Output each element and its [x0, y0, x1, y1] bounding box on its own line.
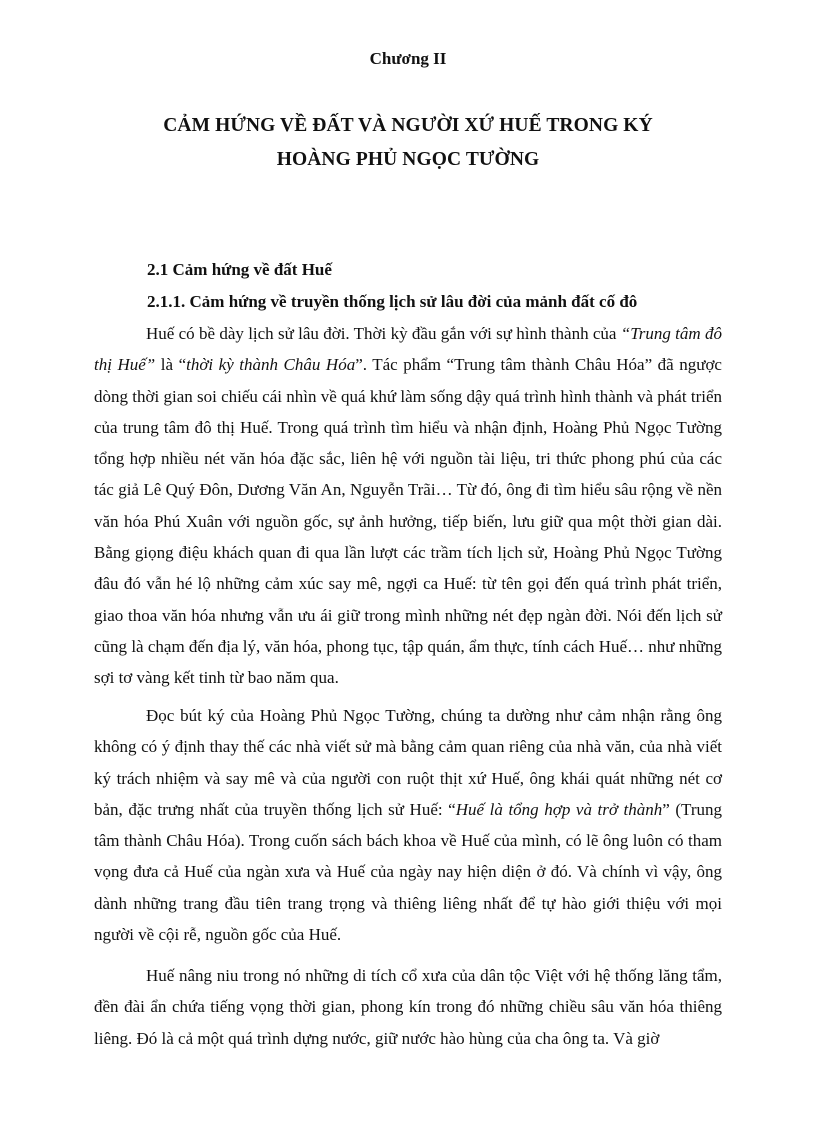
chapter-label: Chương II — [369, 49, 447, 68]
paragraph-1 — [94, 318, 722, 694]
paragraph-1-text-c: ”. Tác phẩm “Trung tâm thành Châu Hóa” đã ngược dòng thời gian soi chiếu cái nhìn về quá khứ làm sống dậy quá trình hình thành và phát triển của trung tâm đô thị Huế. Trong quá trình tìm hiểu và nhận định, Hoàng Phủ Ngọc Tường tổng hợp nhiều nét văn hóa đặc sắc, liên hệ với nguồn tài liệu, tri thức phong phú của các tác giả Lê Quý Đôn, Dương Văn An, Nguyễn Trãi… Từ đó, ông đi tìm hiểu sâu rộng về nền văn hóa Phú Xuân với nguồn gốc, sự ảnh hưởng, tiếp biến, lưu giữ qua một thời gian dài. Bằng giọng điệu khách quan đi qua lần lượt các trầm tích lịch sử, Hoàng Phủ Ngọc Tường đâu đó vẫn hé lộ những cảm xúc say mê, ngợi ca Huế: từ tên gọi đến quá trình phát triển, giao thoa văn hóa nhưng vẫn ưu ái giữ trong mình những nét đẹp ngàn đời. Nói đến lịch sử cũng là chạm đến địa lý, văn hóa, phong tục, tập quán, ẩm thực, tính cách Huế… như những sợi tơ vàng kết tinh từ bao năm qua. — [94, 355, 722, 688]
section-heading: 2.1 Cảm hứng về đất Huế — [147, 260, 332, 279]
paragraph-2-text-a: Đọc bút ký của Hoàng Phủ Ngọc Tường, chúng ta dường như cảm nhận rằng ông không có ý định thay thế các nhà viết sử mà bằng cảm quan riêng của nhà văn, của nhà viết ký trách nhiệm và say mê và của người con ruột thịt xứ Huế, ông khái quát những nét cơ bản, đặc trưng nhất của truyền thống lịch sử Huế: “ — [94, 706, 722, 819]
paragraph-2 — [94, 700, 722, 950]
subsection-heading: 2.1.1. Cảm hứng về truyền thống lịch sử lâu đời của mảnh đất cố đô — [147, 292, 638, 311]
paragraph-1-italic-a: “Trung tâm đô thị Huế” — [94, 324, 722, 375]
paragraph-3-text: Huế nâng niu trong nó những di tích cổ xưa của dân tộc Việt với hệ thống lăng tẩm, đền đài ẩn chứa tiếng vọng thời gian, phong kín trong đó những chiều sâu văn hóa thiêng liêng. Đó là cả một quá trình dựng nước, giữ nước hào hùng của cha ông ta. Và giờ — [94, 966, 722, 1048]
chapter-title-line-2: HOÀNG PHỦ NGỌC TƯỜNG — [276, 149, 540, 170]
paragraph-1-text-a: Huế có bề dày lịch sử lâu đời. Thời kỳ đầu gắn với sự hình thành của — [146, 324, 621, 343]
paragraph-2-text-b: ” (Trung tâm thành Châu Hóa). Trong cuốn sách bách khoa về Huế của mình, có lẽ ông luôn có tham vọng đưa cả Huế của ngàn xưa và Huế của ngày nay hiện diện ở đó. Và chính vì vậy, ông dành những trang đầu tiên trang trọng và thiêng liêng nhất để tự hào giới thiệu với mọi người về cội rễ, nguồn gốc của Huế. — [94, 799, 722, 945]
paragraph-2-italic-quote: Huế là tổng hợp và trở thành — [455, 799, 663, 819]
paragraph-3 — [94, 960, 722, 1054]
chapter-title-line-1: CẢM HỨNG VỀ ĐẤT VÀ NGƯỜI XỨ HUẾ TRONG KÝ — [163, 115, 653, 136]
paragraph-1-text-b: là “ — [155, 355, 187, 375]
paragraph-1-italic-b: thời kỳ thành Châu Hóa — [186, 355, 356, 375]
